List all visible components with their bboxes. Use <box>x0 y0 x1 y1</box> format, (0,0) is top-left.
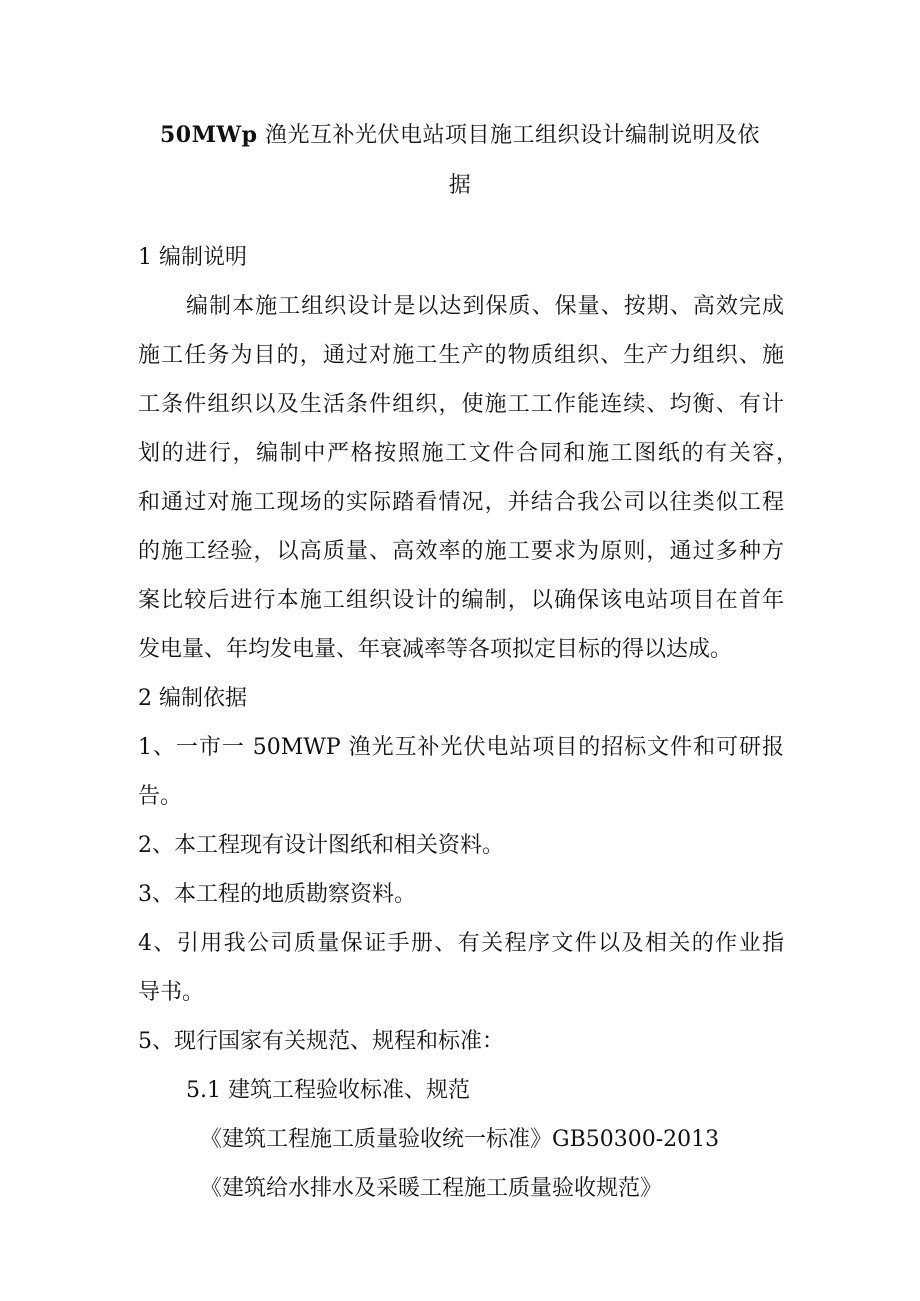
subsection-heading: 5.1 建筑工程验收标准、规范 <box>186 1078 470 1103</box>
standard-item: 《建筑工程施工质量验收统一标准》GB50300-2013 <box>200 1127 720 1152</box>
paragraph-line: 的施工经验，以高质量、高效率的施工要求为原则，通过多种方 <box>138 539 784 564</box>
section-1-heading: 1 编制说明 <box>138 245 247 270</box>
basis-item-3: 3、本工程的地质勘察资料。 <box>138 882 416 907</box>
document-title-line-1 <box>110 123 810 148</box>
basis-item-4: 4、引用我公司质量保证手册、有关程序文件以及相关的作业指 <box>138 931 784 956</box>
section-2-heading: 2 编制依据 <box>138 686 247 711</box>
paragraph-line: 案比较后进行本施工组织设计的编制，以确保该电站项目在首年 <box>138 588 784 613</box>
basis-item-2: 2、本工程现有设计图纸和相关资料。 <box>138 833 504 858</box>
paragraph-line: 划的进行，编制中严格按照施工文件合同和施工图纸的有关容， <box>138 441 798 466</box>
basis-item-4-continued: 导书。 <box>138 980 205 1005</box>
paragraph-line: 工条件组织以及生活条件组织，使施工工作能连续、均衡、有计 <box>138 392 784 417</box>
basis-item-1: 1、一市一 50MWP 渔光互补光伏电站项目的招标文件和可研报 <box>138 735 784 760</box>
title-capacity: 50MWp <box>159 122 258 148</box>
paragraph-line: 施工任务为目的，通过对施工生产的物质组织、生产力组织、施 <box>138 343 784 368</box>
paragraph-line: 发电量、年均发电量、年衰减率等各项拟定目标的得以达成。 <box>138 637 733 662</box>
title-text: 渔光互补光伏电站项目施工组织设计编制说明及依 <box>257 123 761 148</box>
document-title-line-2: 据 <box>448 173 472 198</box>
basis-item-5: 5、现行国家有关规范、规程和标准： <box>138 1029 504 1054</box>
standard-item: 《建筑给水排水及采暖工程施工质量验收规范》 <box>200 1176 663 1201</box>
paragraph-line: 编制本施工组织设计是以达到保质、保量、按期、高效完成 <box>186 294 784 319</box>
paragraph-line: 和通过对施工现场的实际踏看情况，并结合我公司以往类似工程 <box>138 490 784 515</box>
basis-item-1-continued: 告。 <box>138 784 183 809</box>
